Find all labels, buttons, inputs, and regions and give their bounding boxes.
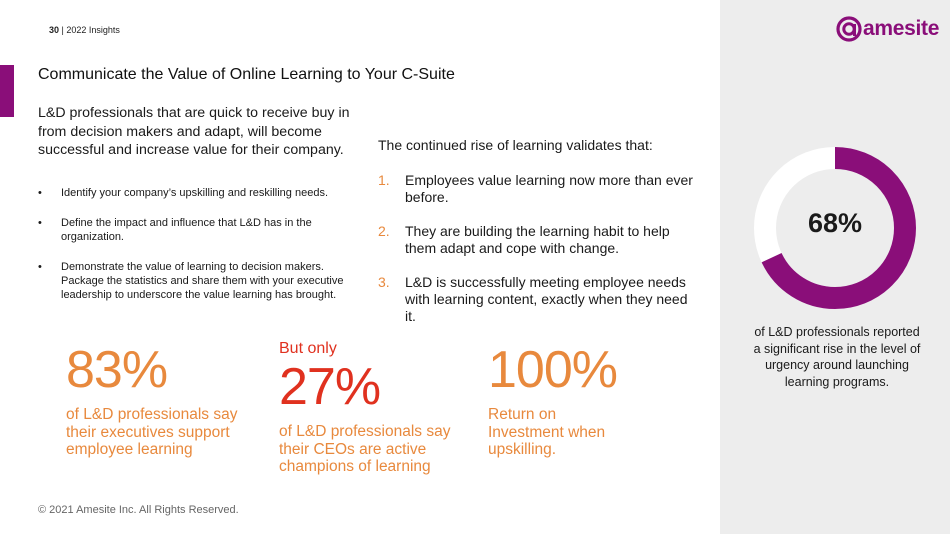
- stat-value: 27%: [279, 358, 381, 416]
- stat-description: of L&D professionals say their CEOs are active champions of learning: [279, 423, 451, 475]
- page-title: Communicate the Value of Online Learning to Your C-Suite: [38, 66, 455, 83]
- validates-item: [378, 223, 698, 257]
- copyright: © 2021 Amesite Inc. All Rights Reserved.: [38, 504, 239, 516]
- item-text: Employees value learning now more than ever before.: [405, 172, 693, 205]
- amesite-a-logo-icon: [836, 16, 862, 42]
- stat-ceos: [279, 340, 469, 476]
- action-list: [38, 186, 358, 318]
- stat-description: Return on Investment when upskilling.: [488, 406, 606, 458]
- stat-description: of L&D professionals say their executives support employee learning: [66, 406, 238, 458]
- validates-item: [378, 172, 698, 206]
- intro-paragraph: L&D professionals that are quick to receive buy in from decision makers and adapt, will become successful and increase value for their company.: [38, 105, 350, 158]
- page-header: [49, 25, 120, 35]
- action-item: • Define the impact and influence that L&D has in the organization.: [38, 216, 358, 244]
- validates-heading: The continued rise of learning validates that:: [378, 137, 653, 153]
- stat-roi: [488, 341, 668, 459]
- section-name: 2022 Insights: [66, 25, 120, 35]
- action-item: • Demonstrate the value of learning to decision makers. Package the statistics and share them with your executive leadership to underscore the value learning has brought.: [38, 260, 358, 302]
- item-text: They are building the learning habit to help them adapt and cope with change.: [405, 223, 670, 256]
- stat-value: 100%: [488, 341, 617, 399]
- header-separator: |: [61, 25, 64, 35]
- page-number: 30: [49, 25, 60, 35]
- stat-prefix: But only: [279, 340, 337, 357]
- logo-text: amesite: [863, 17, 940, 40]
- item-number: 3.: [378, 274, 390, 290]
- item-text: L&D is successfully meeting employee needs with learning content, exactly when they need it.: [405, 274, 688, 324]
- action-item: • Identify your company’s upskilling and reskilling needs.: [38, 186, 358, 200]
- validates-item: [378, 274, 698, 325]
- donut-description: of L&D professionals reported a significant rise in the level of urgency around launching learning programs.: [753, 325, 921, 389]
- stat-executives: [66, 341, 266, 459]
- amesite-logo: [836, 14, 939, 44]
- item-number: 1.: [378, 172, 390, 188]
- donut-percent-label: 68%: [807, 208, 863, 238]
- accent-bar: [0, 65, 14, 117]
- item-number: 2.: [378, 223, 390, 239]
- validates-list: [378, 172, 698, 342]
- stat-value: 83%: [66, 341, 168, 399]
